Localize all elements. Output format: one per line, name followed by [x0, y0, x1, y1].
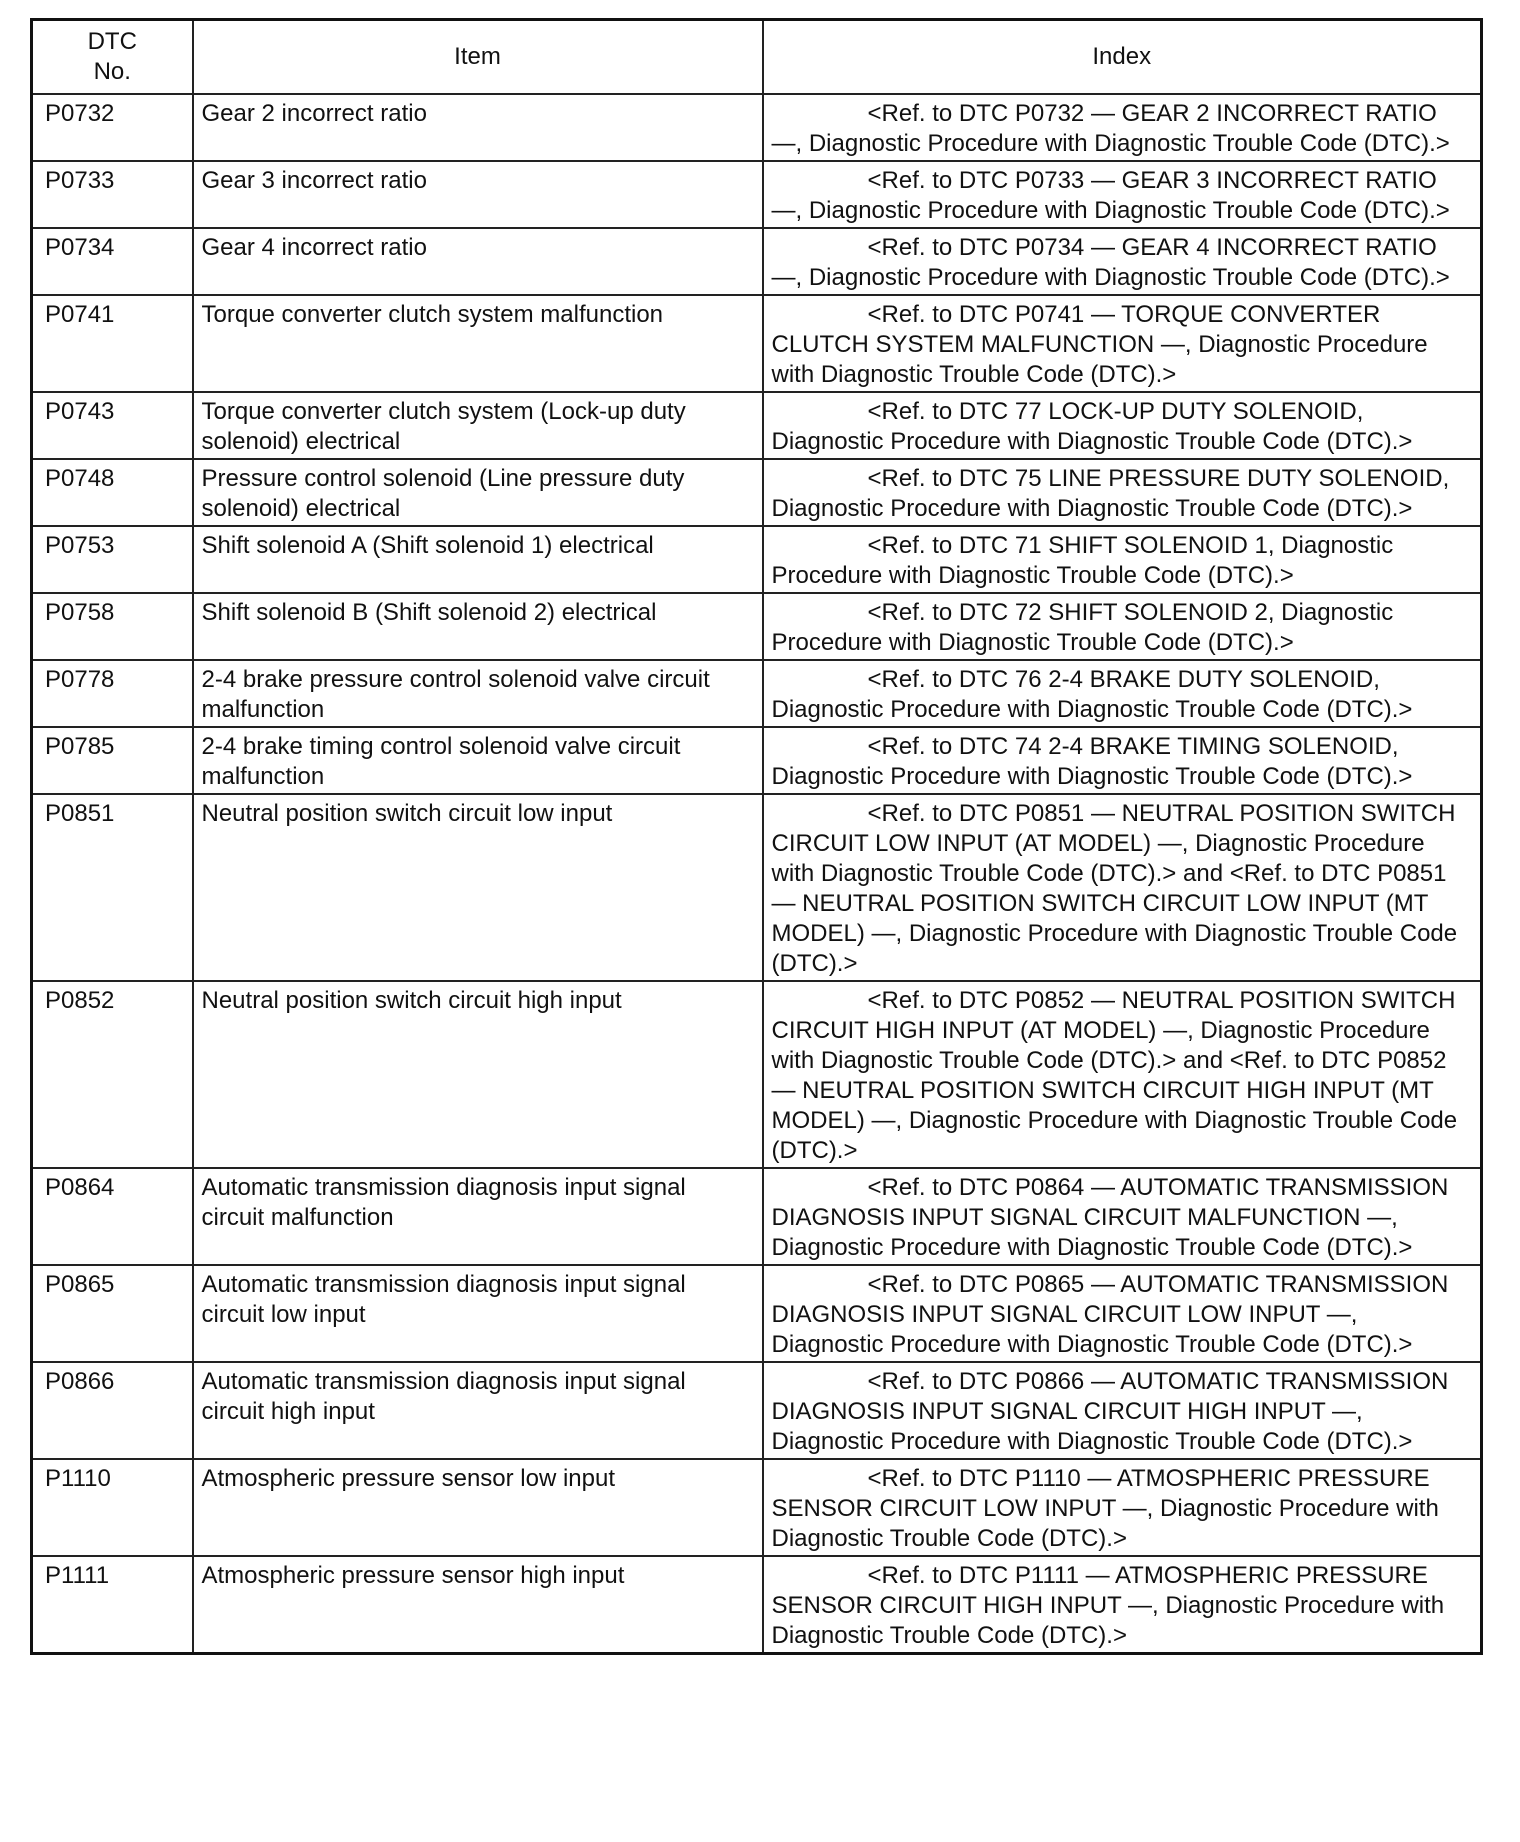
- table-row: [32, 1265, 1482, 1362]
- dtc-code-cell: P0778: [32, 660, 193, 727]
- table-body: [32, 94, 1482, 1654]
- table-row: [32, 727, 1482, 794]
- item-description-cell: Shift solenoid B (Shift solenoid 2) electrical: [193, 593, 763, 660]
- dtc-code-cell: P0785: [32, 727, 193, 794]
- index-reference-cell: <Ref. to DTC P0851 — NEUTRAL POSITION SWITCH CIRCUIT LOW INPUT (AT MODEL) —, Diagnostic Procedure with Diagnostic Trouble Code (DTC).> and <Ref. to DTC P0851 — NEUTRAL POSITION SWITCH CIRCUIT LOW INPUT (MT MODEL) —, Diagnostic Procedure with Diagnostic Trouble Code (DTC).>: [763, 794, 1482, 981]
- index-reference-cell: <Ref. to DTC P0741 — TORQUE CONVERTER CLUTCH SYSTEM MALFUNCTION —, Diagnostic Procedure with Diagnostic Trouble Code (DTC).>: [763, 295, 1482, 392]
- dtc-table: [30, 18, 1483, 1655]
- dtc-code-cell: P1110: [32, 1459, 193, 1556]
- index-reference-cell: <Ref. to DTC 72 SHIFT SOLENOID 2, Diagnostic Procedure with Diagnostic Trouble Code (DTC).>: [763, 593, 1482, 660]
- item-description-cell: 2-4 brake pressure control solenoid valve circuit malfunction: [193, 660, 763, 727]
- index-reference-cell: <Ref. to DTC P0866 — AUTOMATIC TRANSMISSION DIAGNOSIS INPUT SIGNAL CIRCUIT HIGH INPUT —, Diagnostic Procedure with Diagnostic Trouble Code (DTC).>: [763, 1362, 1482, 1459]
- dtc-code-cell: P0733: [32, 161, 193, 228]
- table-row: [32, 526, 1482, 593]
- header-index: Index: [763, 20, 1482, 95]
- table-row: [32, 94, 1482, 161]
- item-description-cell: 2-4 brake timing control solenoid valve circuit malfunction: [193, 727, 763, 794]
- dtc-code-cell: P0864: [32, 1168, 193, 1265]
- table-row: [32, 794, 1482, 981]
- index-reference-cell: <Ref. to DTC P0865 — AUTOMATIC TRANSMISSION DIAGNOSIS INPUT SIGNAL CIRCUIT LOW INPUT —, Diagnostic Procedure with Diagnostic Trouble Code (DTC).>: [763, 1265, 1482, 1362]
- table-row: [32, 660, 1482, 727]
- item-description-cell: Automatic transmission diagnosis input signal circuit high input: [193, 1362, 763, 1459]
- index-reference-cell: <Ref. to DTC P0733 — GEAR 3 INCORRECT RATIO —, Diagnostic Procedure with Diagnostic Trouble Code (DTC).>: [763, 161, 1482, 228]
- dtc-code-cell: P0865: [32, 1265, 193, 1362]
- table-row: [32, 459, 1482, 526]
- index-reference-cell: <Ref. to DTC 75 LINE PRESSURE DUTY SOLENOID, Diagnostic Procedure with Diagnostic Trouble Code (DTC).>: [763, 459, 1482, 526]
- table-row: [32, 295, 1482, 392]
- index-reference-cell: <Ref. to DTC 74 2-4 BRAKE TIMING SOLENOID, Diagnostic Procedure with Diagnostic Trouble Code (DTC).>: [763, 727, 1482, 794]
- dtc-code-cell: P0758: [32, 593, 193, 660]
- table-header-row: [32, 20, 1482, 95]
- index-reference-cell: <Ref. to DTC P1111 — ATMOSPHERIC PRESSURE SENSOR CIRCUIT HIGH INPUT —, Diagnostic Procedure with Diagnostic Trouble Code (DTC).>: [763, 1556, 1482, 1654]
- index-reference-cell: <Ref. to DTC P1110 — ATMOSPHERIC PRESSURE SENSOR CIRCUIT LOW INPUT —, Diagnostic Procedure with Diagnostic Trouble Code (DTC).>: [763, 1459, 1482, 1556]
- table-row: [32, 1556, 1482, 1654]
- item-description-cell: Atmospheric pressure sensor high input: [193, 1556, 763, 1654]
- table-row: [32, 392, 1482, 459]
- dtc-code-cell: P0866: [32, 1362, 193, 1459]
- index-reference-cell: <Ref. to DTC P0864 — AUTOMATIC TRANSMISSION DIAGNOSIS INPUT SIGNAL CIRCUIT MALFUNCTION —, Diagnostic Procedure with Diagnostic Trouble Code (DTC).>: [763, 1168, 1482, 1265]
- dtc-code-cell: P0743: [32, 392, 193, 459]
- index-reference-cell: <Ref. to DTC 77 LOCK-UP DUTY SOLENOID, Diagnostic Procedure with Diagnostic Trouble Code (DTC).>: [763, 392, 1482, 459]
- item-description-cell: Gear 4 incorrect ratio: [193, 228, 763, 295]
- item-description-cell: Neutral position switch circuit low input: [193, 794, 763, 981]
- dtc-code-cell: P0753: [32, 526, 193, 593]
- table-row: [32, 593, 1482, 660]
- table-row: [32, 228, 1482, 295]
- item-description-cell: Automatic transmission diagnosis input signal circuit low input: [193, 1265, 763, 1362]
- item-description-cell: Pressure control solenoid (Line pressure duty solenoid) electrical: [193, 459, 763, 526]
- dtc-code-cell: P0732: [32, 94, 193, 161]
- dtc-code-cell: P0734: [32, 228, 193, 295]
- index-reference-cell: <Ref. to DTC P0732 — GEAR 2 INCORRECT RATIO —, Diagnostic Procedure with Diagnostic Trouble Code (DTC).>: [763, 94, 1482, 161]
- header-dtc-no: [32, 20, 193, 95]
- item-description-cell: Automatic transmission diagnosis input signal circuit malfunction: [193, 1168, 763, 1265]
- item-description-cell: Atmospheric pressure sensor low input: [193, 1459, 763, 1556]
- index-reference-cell: <Ref. to DTC 71 SHIFT SOLENOID 1, Diagnostic Procedure with Diagnostic Trouble Code (DTC).>: [763, 526, 1482, 593]
- table-row: [32, 1362, 1482, 1459]
- dtc-code-cell: P0851: [32, 794, 193, 981]
- header-item: Item: [193, 20, 763, 95]
- item-description-cell: Torque converter clutch system (Lock-up duty solenoid) electrical: [193, 392, 763, 459]
- dtc-code-cell: P0748: [32, 459, 193, 526]
- item-description-cell: Gear 3 incorrect ratio: [193, 161, 763, 228]
- table-row: [32, 1459, 1482, 1556]
- dtc-code-cell: P0741: [32, 295, 193, 392]
- table-row: [32, 981, 1482, 1168]
- dtc-code-cell: P1111: [32, 1556, 193, 1654]
- table-row: [32, 1168, 1482, 1265]
- item-description-cell: Torque converter clutch system malfunction: [193, 295, 763, 392]
- header-dtc-label: DTC No.: [87, 28, 137, 85]
- dtc-code-cell: P0852: [32, 981, 193, 1168]
- index-reference-cell: <Ref. to DTC P0734 — GEAR 4 INCORRECT RATIO —, Diagnostic Procedure with Diagnostic Trouble Code (DTC).>: [763, 228, 1482, 295]
- table-row: [32, 161, 1482, 228]
- index-reference-cell: <Ref. to DTC 76 2-4 BRAKE DUTY SOLENOID, Diagnostic Procedure with Diagnostic Trouble Code (DTC).>: [763, 660, 1482, 727]
- item-description-cell: Shift solenoid A (Shift solenoid 1) electrical: [193, 526, 763, 593]
- index-reference-cell: <Ref. to DTC P0852 — NEUTRAL POSITION SWITCH CIRCUIT HIGH INPUT (AT MODEL) —, Diagnostic Procedure with Diagnostic Trouble Code (DTC).> and <Ref. to DTC P0852 — NEUTRAL POSITION SWITCH CIRCUIT HIGH INPUT (MT MODEL) —, Diagnostic Procedure with Diagnostic Trouble Code (DTC).>: [763, 981, 1482, 1168]
- item-description-cell: Gear 2 incorrect ratio: [193, 94, 763, 161]
- item-description-cell: Neutral position switch circuit high input: [193, 981, 763, 1168]
